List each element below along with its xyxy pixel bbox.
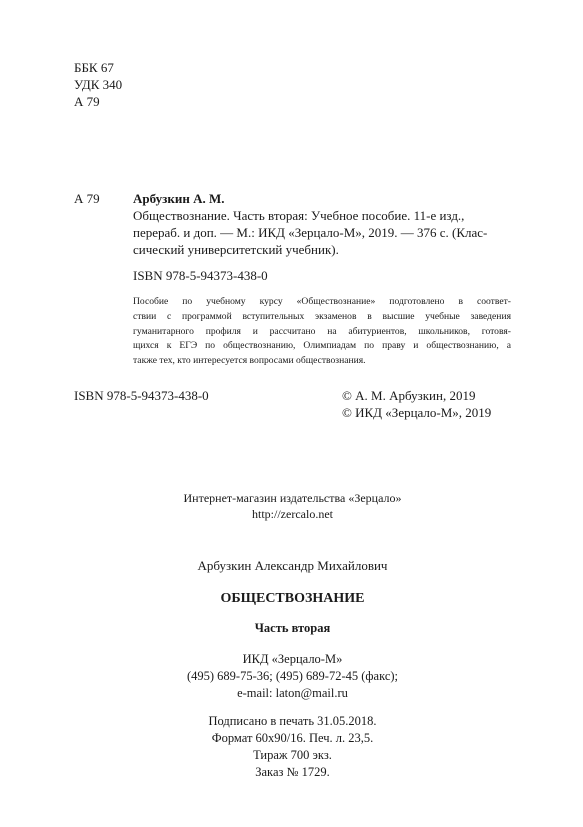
print-info-line: Заказ № 1729.: [255, 765, 330, 779]
author-sign-code: А 79: [74, 94, 100, 109]
entry-line: Обществознание. Часть вторая: Учебное пособие. 11-е изд.,: [133, 208, 465, 223]
bbk-code: ББК 67: [74, 60, 114, 75]
annotation-line: Пособие по учебному курсу «Обществознание» подготовлено в соответ-: [133, 296, 511, 307]
web-store-block: [74, 490, 511, 522]
isbn: ISBN 978-5-94373-438-0: [74, 388, 209, 403]
entry-isbn: ISBN 978-5-94373-438-0: [133, 268, 268, 283]
print-info-line: Тираж 700 экз.: [253, 748, 332, 762]
publisher-block: [74, 651, 511, 702]
entry-line: сический университетский учебник).: [133, 242, 339, 257]
print-info-line: Формат 60x90/16. Печ. л. 23,5.: [211, 731, 374, 745]
web-store-url: http://zercalo.net: [252, 507, 333, 521]
entry-author-sign: А 79: [74, 191, 100, 206]
print-info-line: Подписано в печать 31.05.2018.: [208, 714, 377, 728]
book-title: ОБЩЕСТВОЗНАНИЕ: [220, 591, 365, 606]
bibliographic-entry: [133, 190, 511, 284]
web-store-label: Интернет-магазин издательства «Зерцало»: [183, 491, 402, 505]
annotation-line: гуманитарного профиля и рассчитано на абитуриентов, школьников, готовя-: [133, 325, 511, 337]
annotation-line: щихся к ЕГЭ по обществознанию, Олимпиадам по праву и обществознанию, а: [133, 340, 511, 352]
publisher-phones: (495) 689-75-36; (495) 689-72-45 (факс);: [186, 669, 399, 683]
annotation-line: также тех, кто интересуется вопросами обществознания.: [133, 355, 366, 367]
entry-line: перераб. и доп. — М.: ИКД «Зерцало-М», 2019. — 376 с. (Клас-: [133, 225, 488, 240]
annotation: [133, 295, 511, 369]
print-info-block: [74, 713, 511, 781]
publisher-name: ИКД «Зерцало-М»: [242, 652, 343, 666]
copyright-block: [342, 387, 491, 421]
author-full-name: Арбузкин Александр Михайлович: [197, 558, 388, 573]
classification-codes: [74, 59, 122, 110]
copyright-line: © А. М. Арбузкин, 2019: [342, 388, 476, 403]
book-part: Часть вторая: [254, 621, 331, 635]
publisher-email: e-mail: laton@mail.ru: [237, 686, 348, 700]
entry-author: Арбузкин А. М.: [133, 191, 225, 206]
annotation-line: ствии с программой вступительных экзаменов в высшие учебные заведения: [133, 310, 511, 322]
udk-code: УДК 340: [74, 77, 123, 92]
copyright-line: © ИКД «Зерцало-М», 2019: [342, 405, 492, 420]
